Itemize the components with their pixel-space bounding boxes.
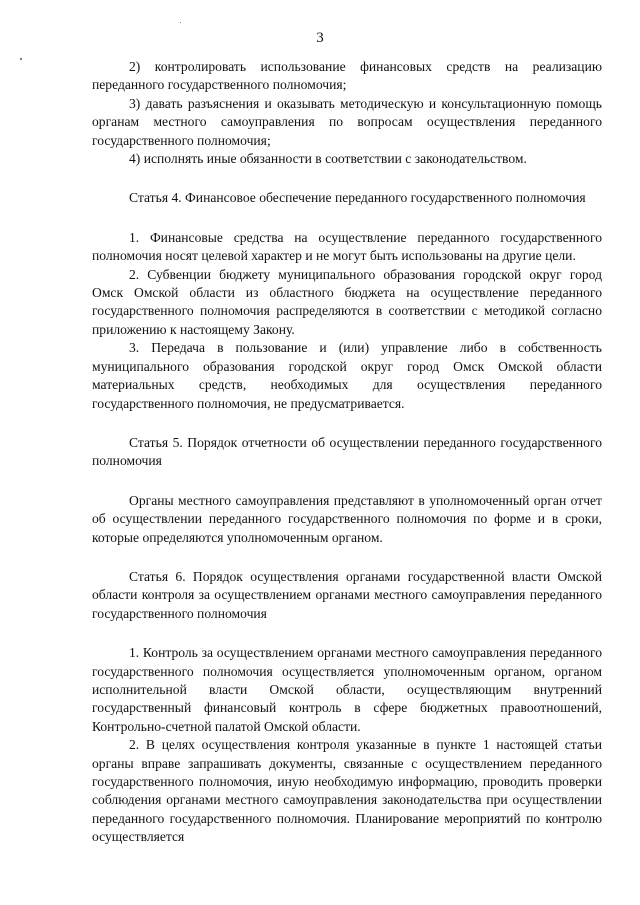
article-4-point-1: 1. Финансовые средства на осуществление переданного государственного полномочия носят целевой характер и не могут быть использованы на другие цели.	[92, 229, 602, 264]
article-5-heading: Статья 5. Порядок отчетности об осуществлении переданного государственного полномочия	[92, 434, 602, 469]
scan-speck	[20, 58, 22, 60]
page-number: 3	[316, 30, 324, 46]
scan-speck	[180, 22, 181, 23]
article-5-text: Органы местного самоуправления представляют в уполномоченный орган отчет об осуществлении переданного государственного полномочия по форме и в сроки, которые определяются уполномоченным органом.	[92, 492, 602, 545]
document-body	[92, 58, 602, 847]
article-4-point-3: 3. Передача в пользование и (или) управление либо в собственность муниципального образования городской округ город Омск Омской области материальных средств, необходимых для осуществления переданного государственного полномочия, не предусматривается.	[92, 340, 602, 411]
paragraph-item-4: 4) исполнять иные обязанности в соответствии с законодательством.	[129, 151, 527, 167]
paragraph-item-2: 2) контролировать использование финансовых средств на реализацию переданного государственного полномочия;	[92, 59, 602, 93]
paragraph-item-3: 3) давать разъяснения и оказывать методическую и консультационную помощь органам местного самоуправления по вопросам осуществления переданного государственного полномочия;	[92, 95, 602, 148]
article-6-heading: Статья 6. Порядок осуществления органами государственной власти Омской области контроля за осуществлением органами местного самоуправления переданного государственного полномочия	[92, 568, 602, 621]
article-6-point-1: 1. Контроль за осуществлением органами местного самоуправления переданного государственного полномочия осуществляется уполномоченным органом, органом исполнительной власти Омской области, осуществляющим внутренний государственный финансовый контроль в сфере бюджетных правоотношений, Контрольно-счетной палатой Омской области.	[92, 645, 602, 734]
article-4-point-2: 2. Субвенции бюджету муниципального образования городской округ город Омск Омской области из областного бюджета на осуществление переданного государственного полномочия распределяются в соответствии с методикой согласно приложению к настоящему Закону.	[92, 266, 602, 337]
article-6-point-2: 2. В целях осуществления контроля указанные в пункте 1 настоящей статьи органы вправе запрашивать документы, связанные с осуществлением переданного государственного полномочия, иную необходимую информацию, проводить проверки соблюдения органами местного самоуправления законодательства при осуществлении переданного государственного полномочия. Планирование мероприятий по контролю осуществляется	[92, 737, 602, 845]
article-4-heading: Статья 4. Финансовое обеспечение переданного государственного полномочия	[129, 190, 586, 206]
